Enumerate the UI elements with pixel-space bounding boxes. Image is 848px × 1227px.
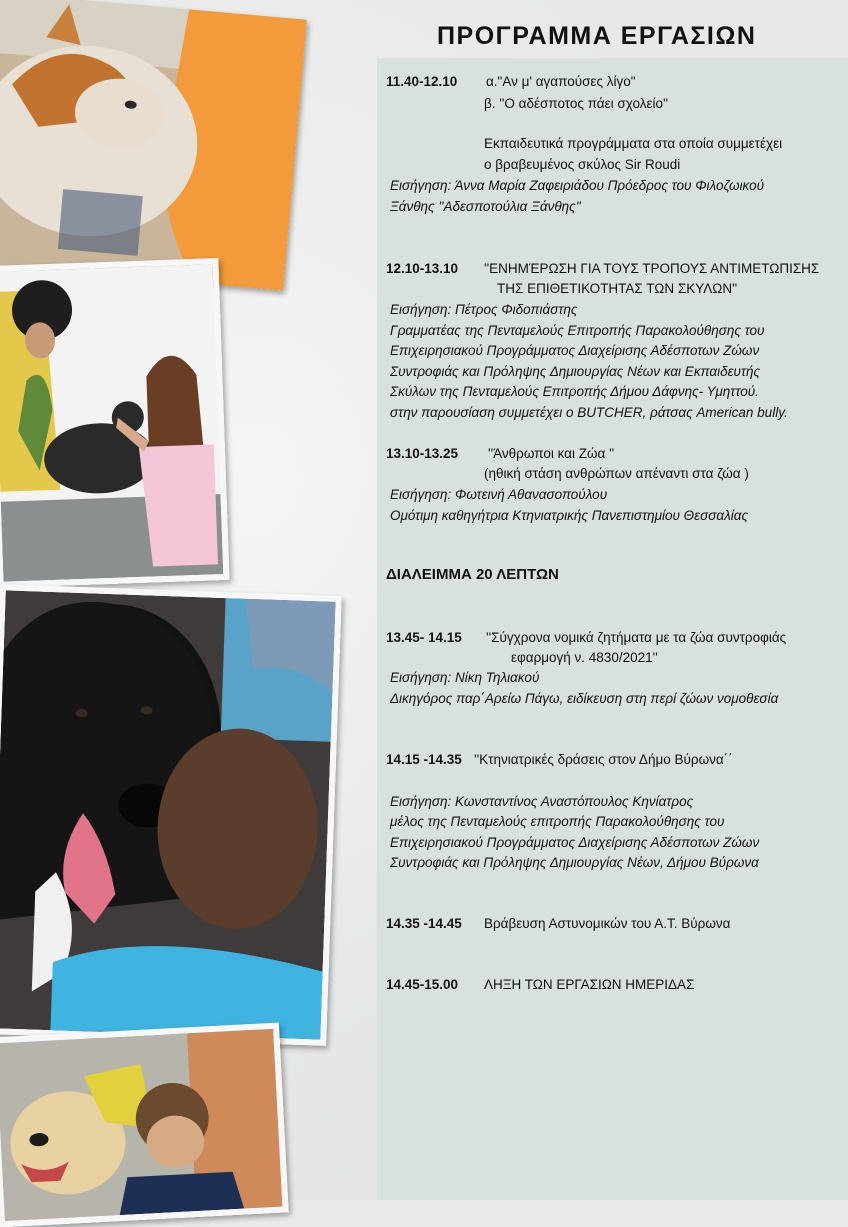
- photo-golden-dog-and-boy: [0, 1023, 289, 1227]
- session-3-line-2: (ηθική στάση ανθρώπων απέναντι στα ζώα ): [484, 466, 749, 481]
- session-2-time: 12.10-13.10: [386, 261, 459, 276]
- session-1-line-3: Εκπαιδευτικά προγράμματα στα οποία συμμετέχει: [484, 136, 783, 151]
- session-1-line-4: ο βραβευμένος σκύλος Sir Roudi: [484, 157, 681, 172]
- session-6-time: 14.35 -14.45: [386, 916, 462, 931]
- session-2-speaker-5: Σκύλων της Πενταμελούς Επιτροπής Δήμου Δάφνης- Υμηττού.: [390, 384, 759, 399]
- session-4-line-1: ''Σύγχρονα νομικά ζητήματα με τα ζώα συντροφιάς: [486, 630, 787, 645]
- session-2-line-1: ''ΕΝΗΜΈΡΩΣΗ ΓΙΑ ΤΟΥΣ ΤΡΟΠΟΥΣ ΑΝΤΙΜΕΤΩΠΙΣΗΣ: [484, 261, 820, 276]
- session-4-speaker-2: Δικηγόρος παρ΄Αρείω Πάγω, ειδίκευση στη περί ζώων νομοθεσία: [390, 691, 779, 706]
- session-2-speaker-4: Συντροφιάς και Πρόληψης Δημιουργίας Νέων και Εκπαιδευτής: [390, 364, 761, 379]
- session-5-speaker-3: Επιχειρησιακού Προγράμματος Διαχείρισης Αδέσποτων Ζώων: [390, 835, 760, 850]
- photo-cat: [0, 0, 307, 291]
- session-5-speaker-2: μέλος της Πενταμελούς επιτροπής Παρακολούθησης του: [390, 814, 725, 829]
- break-label: ΔΙΑΛΕΙΜΜΑ 20 ΛΕΠΤΩΝ: [386, 566, 559, 583]
- session-3-speaker-1: Εισήγηση: Φωτεινή Αθανασοπούλου: [390, 487, 608, 502]
- session-1-line-1: α."Αν μ' αγαπούσες λίγο": [486, 74, 636, 89]
- session-2-speaker-6: στην παρουσίαση συμμετέχει ο BUTCHER, ράτσας American bully.: [390, 405, 788, 420]
- session-1-speaker-2: Ξάνθης ''Αδεσποτούλια Ξάνθης'': [390, 199, 581, 214]
- session-2-speaker-1: Εισήγηση: Πέτρος Φιδοπιάστης: [390, 302, 578, 317]
- session-4-speaker-1: Εισήγηση: Νίκη Τηλιακού: [390, 670, 540, 685]
- session-7-time: 14.45-15.00: [386, 977, 459, 992]
- photo-children-with-dog: [0, 258, 230, 588]
- session-7-line-1: ΛΗΞΗ ΤΩΝ ΕΡΓΑΣΙΩΝ ΗΜΕΡΙΔΑΣ: [484, 977, 695, 992]
- session-3-speaker-2: Ομότιμη καθηγήτρια Κτηνιατρικής Πανεπιστημίου Θεσσαλίας: [390, 508, 749, 523]
- session-2-speaker-3: Επιχειρησιακού Προγράμματος Διαχείρισης Αδέσποτων Ζώων: [390, 343, 760, 358]
- session-2-speaker-2: Γραμματέας της Πενταμελούς Επιτροπής Παρακολούθησης του: [390, 323, 765, 338]
- session-1-speaker-1: Εισήγηση: Άννα Μαρία Ζαφειριάδου Πρόεδρος του Φιλοζωικού: [390, 178, 765, 193]
- session-4-line-2: εφαρμογή ν. 4830/2021'': [511, 650, 658, 665]
- session-5-line-1: ''Κτηνιατρικές δράσεις στον Δήμο Βύρωνα΄΄: [474, 752, 733, 767]
- session-2-line-2: ΤΗΣ ΕΠΙΘΕΤΙΚΟΤΗΤΑΣ ΤΩΝ ΣΚΥΛΩΝ'': [497, 281, 738, 296]
- session-1-line-2: β. ''Ο αδέσποτος πάει σχολείο'': [484, 96, 669, 111]
- session-6-line-1: Βράβευση Αστυνομικών του Α.Τ. Βύρωνα: [484, 916, 731, 931]
- session-5-speaker-1: Εισήγηση: Κωνσταντίνος Αναστόπουλος Κηνίατρος: [390, 794, 694, 809]
- session-4-time: 13.45- 14.15: [386, 630, 462, 645]
- photo-black-dog: [0, 584, 342, 1046]
- session-3-line-1: ''Άνθρωποι και Ζώα '': [488, 446, 615, 461]
- session-3-time: 13.10-13.25: [386, 446, 459, 461]
- session-1-time: 11.40-12.10: [386, 74, 458, 89]
- session-5-time: 14.15 -14.35: [386, 752, 462, 767]
- session-5-speaker-4: Συντροφιάς και Πρόληψης Δημιουργίας Νέων, Δήμου Βύρωνα: [390, 855, 759, 870]
- page-title: ΠΡΟΓΡΑΜΜΑ ΕΡΓΑΣΙΩΝ: [437, 22, 757, 50]
